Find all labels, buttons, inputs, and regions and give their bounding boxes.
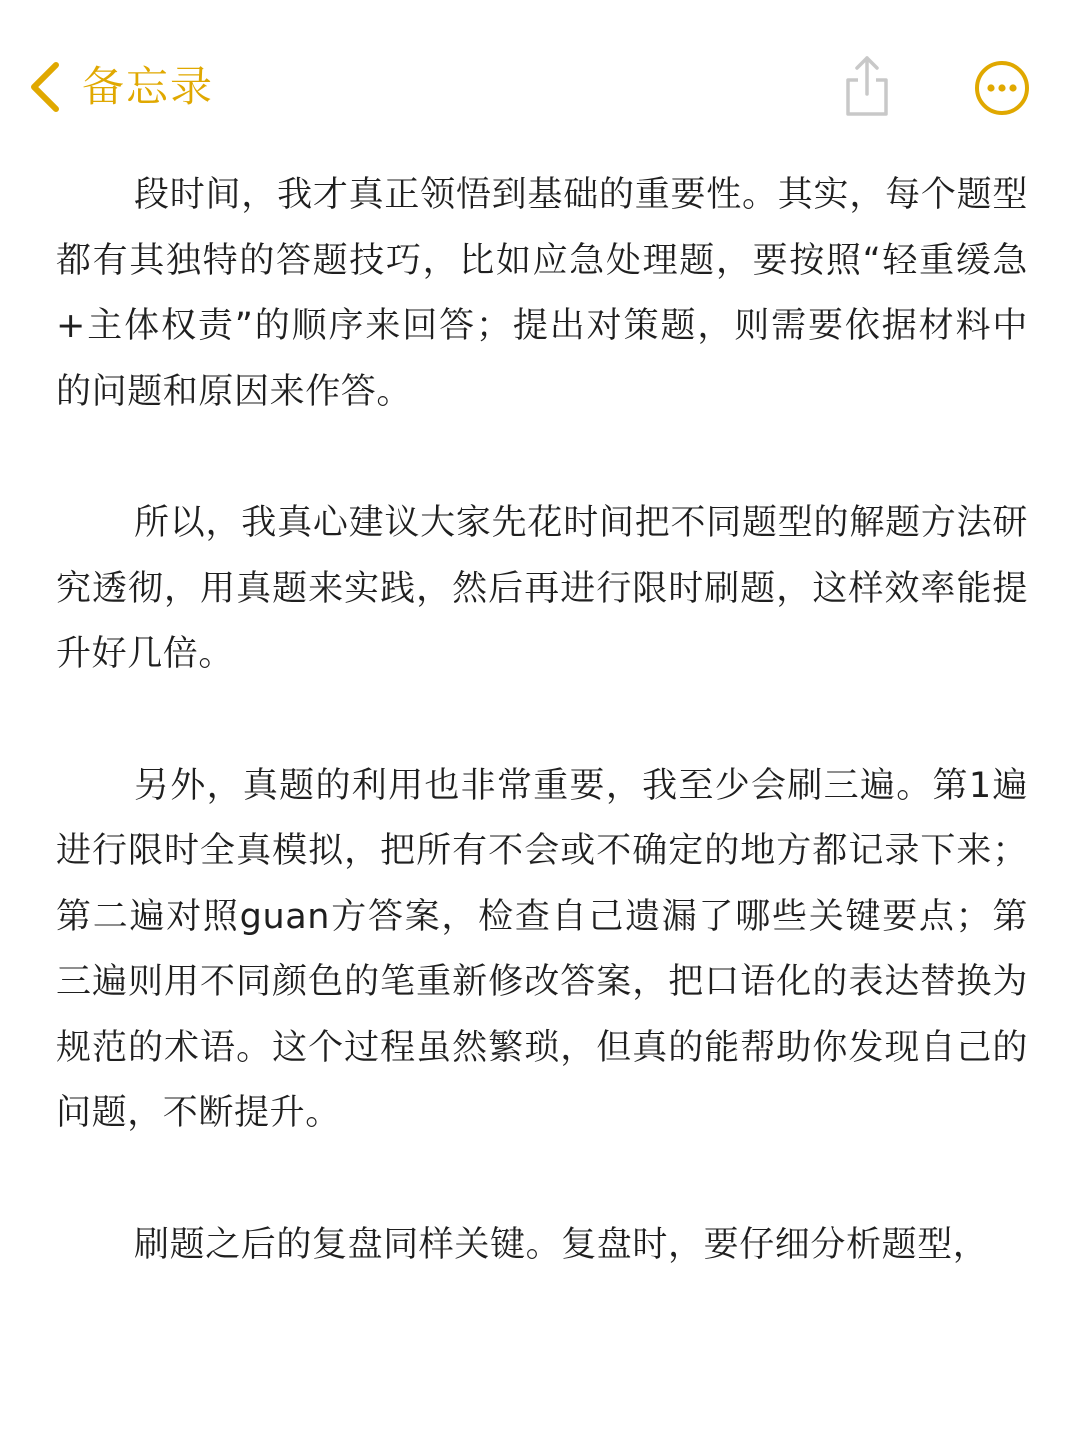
more-icon xyxy=(974,60,1030,116)
back-button[interactable] xyxy=(28,54,214,120)
chevron-left-icon xyxy=(28,61,62,113)
share-icon xyxy=(838,54,896,120)
note-paragraph-4: 刷题之后的复盘同样关键。复盘时，要仔细分析题型， xyxy=(134,1224,989,1265)
back-button-label: 备忘录 xyxy=(82,62,215,111)
note-body[interactable] xyxy=(56,163,1028,1344)
navigation-bar xyxy=(0,0,1080,160)
note-paragraph-2: 所以，我真心建议大家先花时间把不同题型的解题方法研究透彻，用真题来实践，然后再进行限时刷题，这样效率能提升好几倍。 xyxy=(56,503,1028,674)
share-button[interactable] xyxy=(838,54,896,120)
more-button[interactable] xyxy=(974,60,1030,116)
note-paragraph-3: 另外，真题的利用也非常重要，我至少会刷三遍。第1遍进行限时全真模拟，把所有不会或不确定的地方都记录下来；第二遍对照guan方答案，检查自己遗漏了哪些关键要点；第三遍则用不同颜色的笔重新修改答案，把口语化的表达替换为规范的术语。这个过程虽然繁琐，但真的能帮助你发现自己的问题，不断提升。 xyxy=(56,765,1028,1133)
note-paragraph-1: 段时间，我才真正领悟到基础的重要性。其实，每个题型都有其独特的答题技巧，比如应急处理题，要按照“轻重缓急+主体权责”的顺序来回答；提出对策题，则需要依据材料中的问题和原因来作答。 xyxy=(56,175,1028,412)
